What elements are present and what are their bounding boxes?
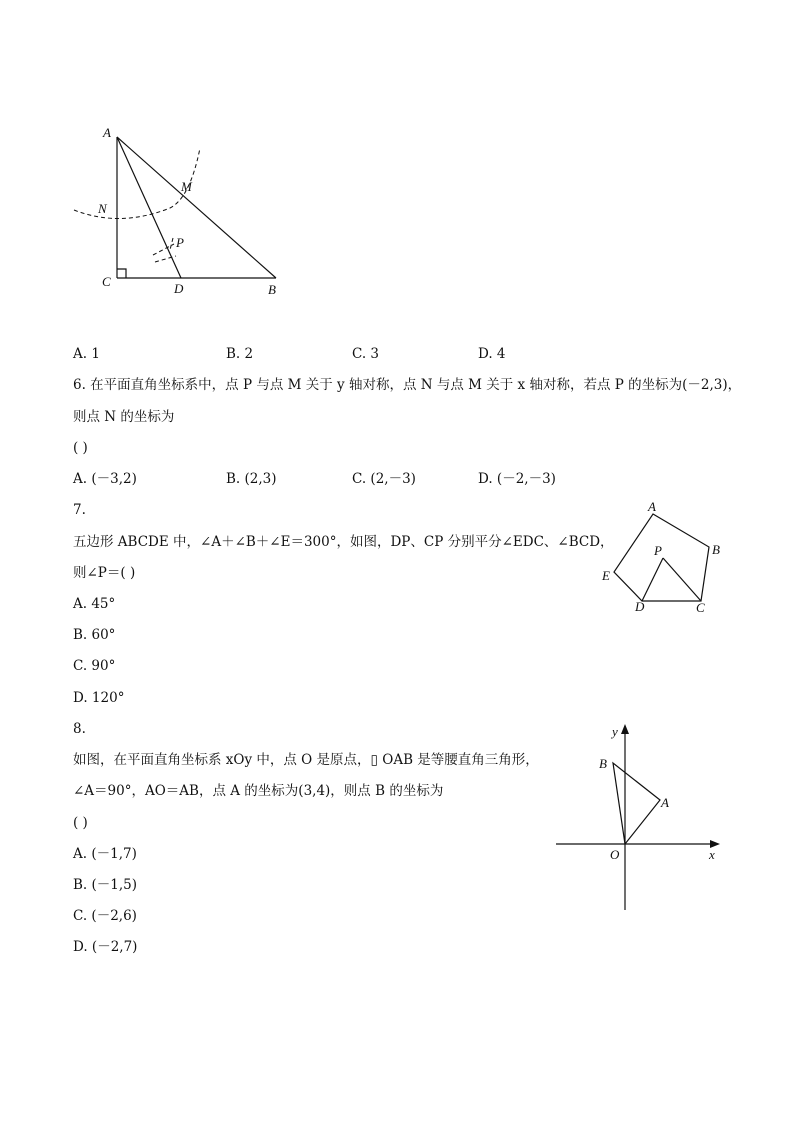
- q5-option-b: B. 2: [226, 346, 254, 362]
- label-c: C: [102, 274, 111, 289]
- q8-option-b: B. (－1,5): [73, 877, 138, 893]
- label-a: A: [661, 795, 669, 810]
- label-p: P: [176, 235, 184, 250]
- q8-option-a: A. (－1,7): [73, 846, 137, 862]
- label-b: B: [268, 282, 276, 297]
- q6-answer-blank: ( ): [73, 440, 88, 456]
- q7-option-c: C. 90°: [73, 658, 116, 674]
- arc-p-3: [170, 238, 173, 250]
- triangle-oab: [613, 763, 660, 844]
- label-d: D: [174, 281, 184, 296]
- label-e: E: [602, 568, 610, 583]
- label-d: D: [635, 599, 645, 614]
- q5-option-d: D. 4: [478, 346, 506, 362]
- q8-stem-line1: 如图，在平面直角坐标系 xOy 中，点 O 是原点，▯ OAB 是等腰直角三角形，: [73, 752, 539, 768]
- q7-number: 7.: [73, 502, 86, 518]
- pentagon-figure: [595, 498, 730, 618]
- q6-stem-line2: 则点 N 的坐标为: [73, 409, 175, 425]
- y-axis-arrow-icon: [621, 724, 629, 734]
- label-b: B: [712, 542, 720, 557]
- label-p: P: [654, 543, 662, 558]
- q6-stem-line1: 6. 在平面直角坐标系中，点 P 与点 M 关于 y 轴对称，点 N 与点 M 关于 x 轴对称，若点 P 的坐标为(－2,3)，: [73, 377, 742, 393]
- q7-stem-line1: 五边形 ABCDE 中，∠A＋∠B＋∠E＝300°，如图，DP、CP 分别平分∠EDC、∠BCD，: [73, 534, 614, 550]
- segment-dp: [642, 558, 663, 601]
- right-angle-mark: [117, 269, 126, 278]
- q7-option-b: B. 60°: [73, 627, 116, 643]
- q7-option-d: D. 120°: [73, 690, 125, 706]
- label-m: M: [181, 179, 192, 194]
- label-n: N: [98, 201, 107, 216]
- q8-answer-blank: ( ): [73, 815, 88, 831]
- label-c: C: [696, 600, 705, 615]
- segment-cp: [663, 558, 701, 601]
- q6-option-a: A. (－3,2): [73, 471, 137, 487]
- q8-option-d: D. (－2,7): [73, 939, 138, 955]
- coordinate-figure: [552, 718, 727, 918]
- q5-option-c: C. 3: [352, 346, 380, 362]
- q8-option-c: C. (－2,6): [73, 908, 137, 924]
- q8-stem-line2: ∠A＝90°，AO＝AB，点 A 的坐标为(3,4)，则点 B 的坐标为: [73, 783, 444, 799]
- triangle-diagram: [60, 120, 300, 300]
- q6-option-c: C. (2,－3): [352, 471, 416, 487]
- label-x: x: [709, 847, 715, 862]
- label-a: A: [648, 499, 656, 514]
- q7-option-a: A. 45°: [73, 596, 116, 612]
- pentagon-diagram: [595, 498, 730, 618]
- triangle-figure: [60, 120, 300, 300]
- q5-option-a: A. 1: [73, 346, 100, 362]
- q6-option-b: B. (2,3): [226, 471, 277, 487]
- label-b: B: [599, 756, 607, 771]
- q8-number: 8.: [73, 721, 86, 737]
- coordinate-diagram: [552, 718, 727, 918]
- q7-stem-line2: 则∠P＝( ): [73, 565, 136, 581]
- q6-option-d: D. (－2,－3): [478, 471, 556, 487]
- label-a: A: [103, 125, 111, 140]
- label-o: O: [610, 847, 620, 862]
- label-y: y: [612, 724, 618, 739]
- side-ab: [117, 137, 276, 278]
